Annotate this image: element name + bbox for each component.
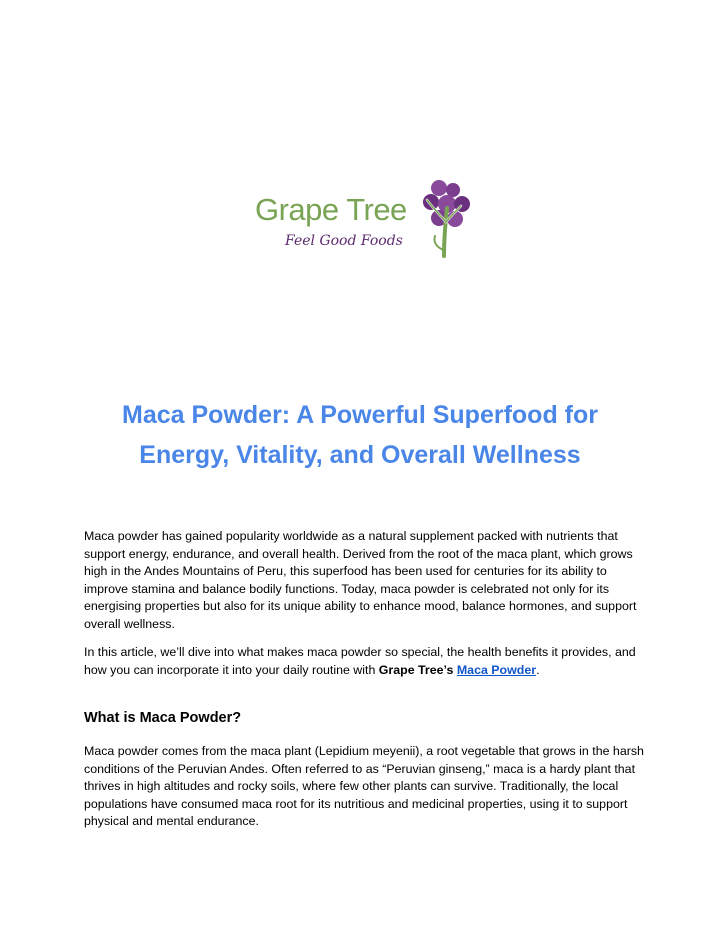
section-body: Maca powder comes from the maca plant (Lepidium meyenii), a root vegetable that grows in the harsh conditions of the Peruvian Andes. Often referred to as “Peruvian ginseng,” maca is a hardy plant that thrives in high altitudes and rocky soils, where few other plants can survive. Traditionally, the local populations have consumed maca root for its nutritious and medicinal properties, using it to support physical and mental endurance. [84, 744, 644, 829]
section-heading: What is Maca Powder? [84, 710, 242, 726]
grape-tree-logo [255, 178, 470, 260]
article-intro-text: In this article, we’ll dive into what makes maca powder so special, the health benefits it provides, and how you can incorporate it into your daily routine with [84, 645, 636, 677]
logo-tagline: Feel Good Foods [285, 233, 403, 249]
intro-paragraph: Maca powder has gained popularity worldwide as a natural supplement packed with nutrients that support energy, endurance, and overall health. Derived from the root of the maca plant, which grows high in the Andes Mountains of Peru, this superfood has been used for centuries for its ability to improve stamina and balance bodily functions. Today, maca powder is celebrated not only for its energising properties but also for its unique ability to enhance mood, balance hormones, and support overall wellness. [84, 529, 637, 631]
grape-tree-icon [417, 178, 471, 258]
maca-powder-link[interactable]: Maca Powder [456, 662, 537, 677]
article-intro-paragraph [84, 644, 644, 679]
article-intro-end: . [536, 662, 540, 677]
brand-name: Grape Tree’s [378, 662, 454, 677]
page-title: Maca Powder: A Powerful Superfood for Energy, Vitality, and Overall Wellness [122, 401, 598, 469]
logo-wordmark: Grape Tree [255, 192, 407, 227]
